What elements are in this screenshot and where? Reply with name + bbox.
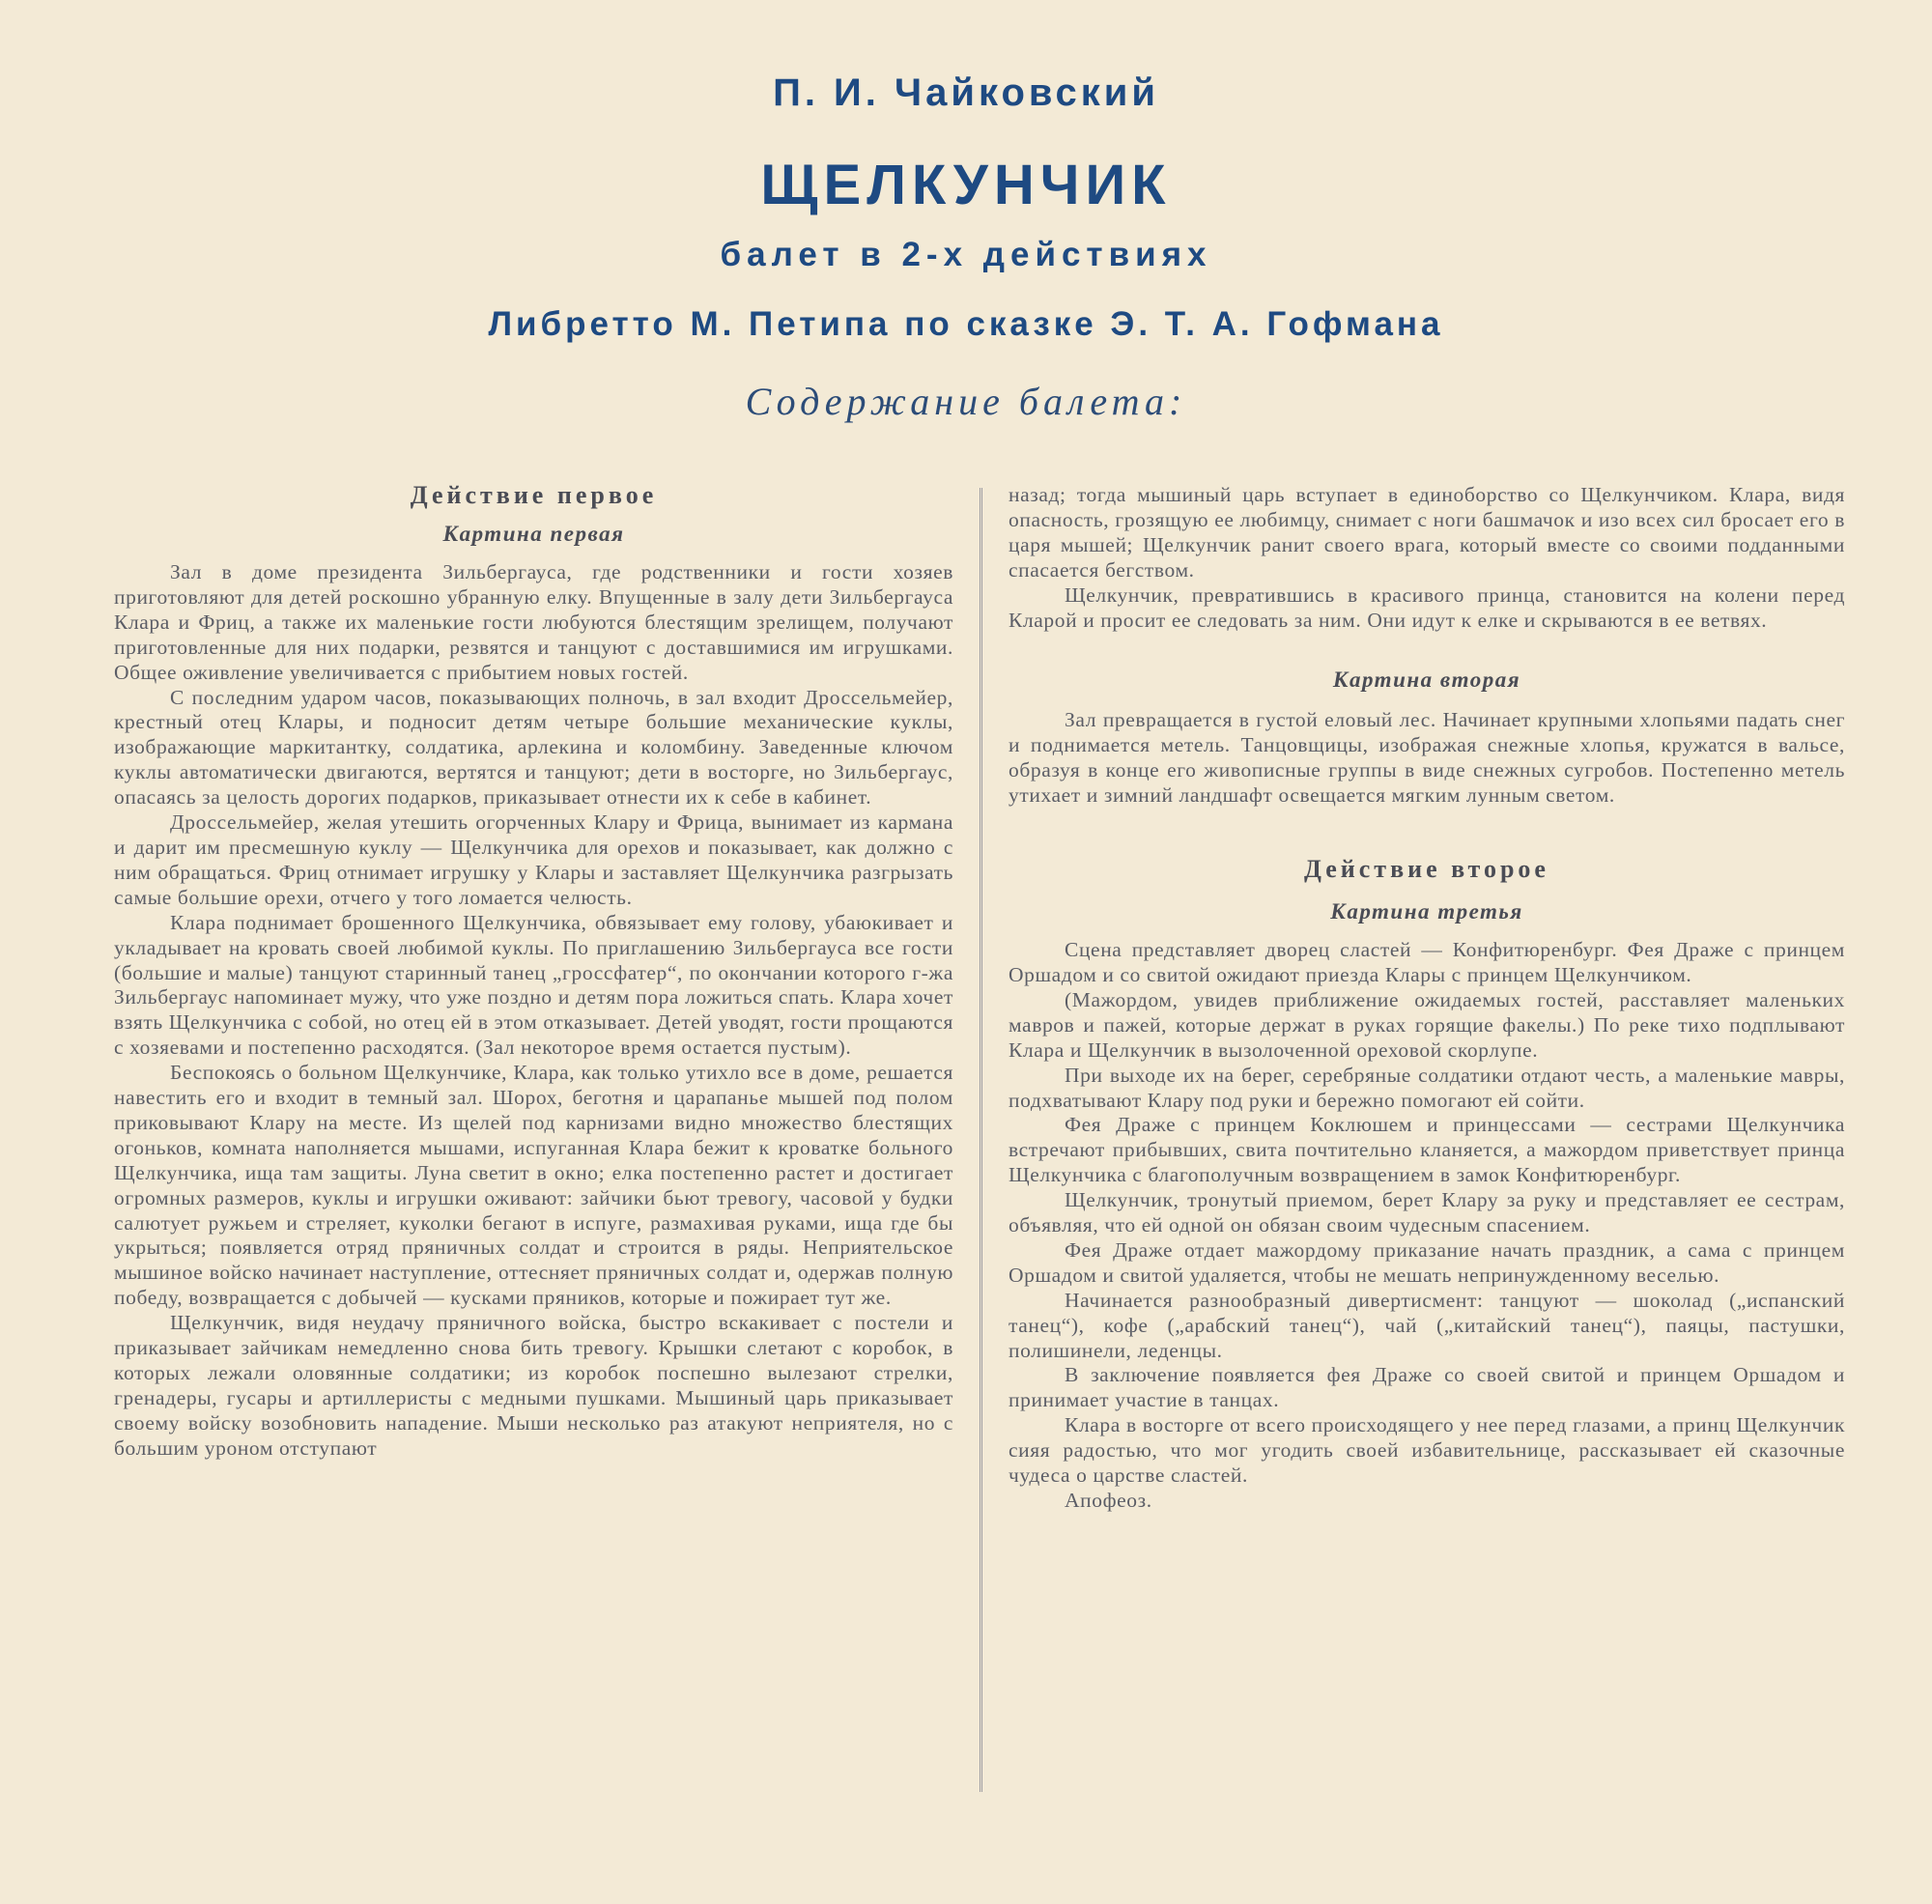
paragraph: Щелкунчик, тронутый приемом, берет Клару за руку и представляет ее сестрам, объявляя, что ей одной он обязан своим чудесным спасением. <box>1009 1188 1845 1237</box>
column-divider <box>980 488 982 1792</box>
paragraph: Клара поднимает брошенного Щелкунчика, обвязывает ему голову, убаюкивает и укладывает на кровать своей любимой куклы. По приглашению Зильбергауса все гости (большие и малые) танцуют старинный танец „гроссфатер“, по окончании которого г-жа Зильбергаус напоминает мужу, что уже поздно и детям пора ложиться спать. Клара хочет взять Щелкунчика с собой, но отец ей в этом отказывает. Детей уводят, гости прощаются с хозяевами и постепенно расходятся. (Зал некоторое время остается пустым). <box>114 910 953 1060</box>
act-one-title: Действие первое <box>410 481 658 509</box>
paragraph: Фея Драже отдает мажордому приказание начать праздник, а сама с принцем Оршадом и свитой удаляется, чтобы не мешать непринужденному веселью. <box>1009 1237 1845 1287</box>
contents-heading: Содержание балета: <box>745 380 1187 423</box>
paragraph: Щелкунчик, превратившись в красивого принца, становится на колени перед Кларой и просит ее следовать за ним. Они идут к елке и скрываются в ее ветвях. <box>1009 583 1845 632</box>
paragraph: Дроссельмейер, желая утешить огорченных Клару и Фрица, вынимает из кармана и дарит им пресмешную куклу — Щелкунчика для орехов и показывает, как должно с ним обращаться. Фриц отнимает игрушку у Клары и заставляет Щелкунчика разгрызать самые большие орехи, отчего у того ломается челюсть. <box>114 810 953 909</box>
apotheosis-line: Апофеоз. <box>1065 1489 1152 1512</box>
act-two-title: Действие второе <box>1304 855 1549 884</box>
scene-one-title: Картина первая <box>442 522 625 546</box>
paragraph: Сцена представляет дворец сластей — Конфитюренбург. Фея Драже с принцем Оршадом и со свитой ожидают приезда Клары с принцем Щелкунчиком. <box>1009 938 1845 986</box>
paragraph: (Мажордом, увидев приближение ожидаемых гостей, расставляет маленьких мавров и пажей, которые держат в руках горящие факелы.) По реке тихо подплывают Клара и Щелкунчик в вызолоченной ореховой скорлупе. <box>1009 987 1845 1062</box>
libretto-credit: Либретто М. Петипа по сказке Э. Т. А. Гофмана <box>488 305 1444 343</box>
paragraph: Клара в восторге от всего происходящего у нее перед глазами, а принц Щелкунчик сияя радостью, что мог угодить своей избавительнице, рассказывает ей сказочные чудеса о царстве сластей. <box>1009 1413 1845 1488</box>
paragraph: Беспокоясь о больном Щелкунчике, Клара, как только утихло все в доме, решается навестить его и входит в темный зал. Шорох, беготня и царапанье мышей под полом приковывают Клару на месте. Из щелей под карнизами видно множество блестящих огоньков, комната наполняется мышами, испуганная Клара бежит к кроватке больного Щелкунчика, ища там защиты. Луна светит в окно; елка постепенно растет и достигает огромных размеров, куклы и игрушки оживают: зайчики бьют тревогу, часовой у будки салютует ружьем и стреляет, куколки бегают в испуге, размахивая руками, ища где бы укрыться; появляется отряд пряничных солдат и строится в ряды. Неприятельское мышиное войско начинает наступление, оттесняет пряничных солдат и, одержав полную победу, возвращается с добычей — кусками пряников, которые и пожирает тут же. <box>114 1061 953 1310</box>
paragraph: Щелкунчик, видя неудачу пряничного войска, быстро вскакивает с постели и приказывает зайчикам немедленно снова бить тревогу. Крышки слетают с коробок, в которых лежали оловянные солдатики; из коробок поспешно вылезают стрелки, гренадеры, гусары и артиллеристы с медными пушками. Мышиный царь приказывает своему войску возобновить нападение. Мыши несколько раз атакуют неприятеля, но с большим уроном отступают <box>114 1311 953 1460</box>
composer-name: П. И. Чайковский <box>773 71 1159 114</box>
scene-three-title: Картина третья <box>1330 899 1523 924</box>
paragraph: В заключение появляется фея Драже со своей свитой и принцем Оршадом и принимает участие в танцах. <box>1009 1363 1845 1412</box>
scene-two-title: Картина вторая <box>1332 668 1521 693</box>
paragraph: При выходе их на берег, серебряные солдатики отдают честь, а маленькие мавры, подхватывают Клару под руки и бережно помогают ей сойти. <box>1009 1063 1845 1112</box>
ballet-subtitle: балет в 2-х действиях <box>720 236 1212 273</box>
paragraph: Зал превращается в густой еловый лес. Начинает крупными хлопьями падать снег и поднимается метель. Танцовщицы, изображая снежные хлопья, кружатся в вальсе, образуя в конце его живописные группы в виде снежных сугробов. Постепенно метель утихает и зимний ландшафт освещается мягким лунным светом. <box>1009 708 1845 808</box>
left-column <box>114 481 953 1462</box>
paragraph: назад; тогда мышиный царь вступает в единоборство со Щелкунчиком. Клара, видя опасность, грозящую ее любимцу, снимает с ноги башмачок и изо всех сил бросает его в царя мышей; Щелкунчик ранит своего врага, который вместе со своими подданными спасается бегством. <box>1009 483 1845 582</box>
ballet-title: ЩЕЛКУНЧИК <box>760 154 1172 216</box>
right-column <box>1009 483 1845 1514</box>
paragraph: Фея Драже с принцем Коклюшем и принцессами — сестрами Щелкунчика встречают прибывших, свита почтительно кланяется, а мажордом приветствует принца Щелкунчика с благополучным возвращением в замок Конфитюренбург. <box>1009 1113 1845 1187</box>
paragraph: Начинается разнообразный дивертисмент: танцуют — шоколад („испанский танец“), кофе („арабский танец“), чай („китайский танец“), паяцы, пастушки, полишинели, леденцы. <box>1009 1288 1845 1362</box>
paragraph: Зал в доме президента Зильбергауса, где родственники и гости хозяев приготовляют для детей роскошно убранную елку. Впущенные в залу дети Зильбергауса Клара и Фриц, а также их маленькие гости любуются блестящим зрелищем, получают приготовленные для них подарки, резвятся и танцуют с доставшимися им игрушками. Общее оживление увеличивается с прибытием новых гостей. <box>114 560 953 684</box>
paragraph: С последним ударом часов, показывающих полночь, в зал входит Дроссельмейер, крестный отец Клары, и подносит детям четыре большие механические куклы, изображающие маркитантку, солдатика, арлекина и коломбину. Заведенные ключом куклы автоматически двигаются, вертятся и танцуют; дети в восторге, но Зильбергаус, опасаясь за целость дорогих подарков, приказывает отнести их к себе в кабинет. <box>114 685 953 810</box>
